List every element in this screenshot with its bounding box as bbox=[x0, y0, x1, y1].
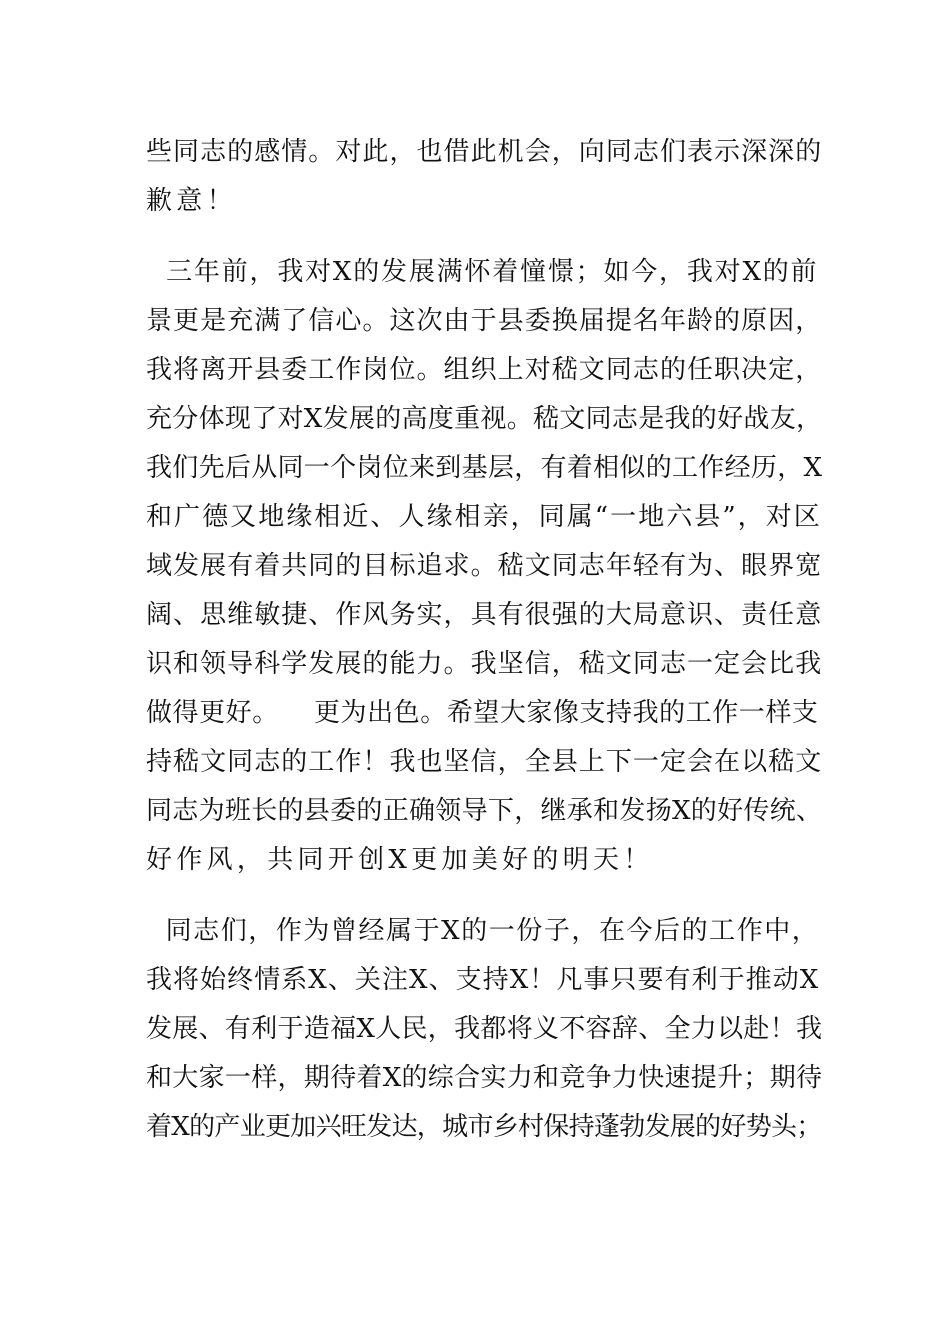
paragraph-2 bbox=[146, 248, 823, 885]
text-line: 些同志的感情。对此，也借此机会，向同志们表示深深的 bbox=[146, 137, 823, 167]
text-line: 发展、有利于造福X人民，我都将义不容辞、全力以赴！我 bbox=[146, 1014, 823, 1044]
text-line: 持嵇文同志的工作！我也坚信，全县上下一定会在以嵇文 bbox=[146, 747, 823, 777]
text-line: 景更是充满了信心。这次由于县委换届提名年龄的原因， bbox=[146, 306, 823, 336]
text-line: 好作风，共同开创X更加美好的明天！ bbox=[146, 845, 654, 875]
text-line: 域发展有着共同的目标追求。嵇文同志年轻有为、眼界宽 bbox=[146, 551, 823, 581]
text-line: 同志们，作为曾经属于X的一份子，在今后的工作中， bbox=[146, 916, 820, 946]
text-line: 着X的产业更加兴旺发达，城市乡村保持蓬勃发展的好势头； bbox=[146, 1112, 822, 1142]
text-line: 和广德又地缘相近、人缘相亲，同属“一地六县”，对区 bbox=[146, 502, 822, 532]
body-text bbox=[146, 128, 823, 1152]
text-line: 充分体现了对X发展的高度重视。嵇文同志是我的好战友， bbox=[146, 404, 823, 434]
text-line: 我将始终情系X、关注X、支持X！凡事只要有利于推动X bbox=[146, 965, 820, 995]
paragraph-3 bbox=[146, 907, 823, 1152]
text-line: 和大家一样，期待着X的综合实力和竞争力快速提升；期待 bbox=[146, 1063, 823, 1093]
text-line: 做得更好。 更为出色。希望大家像支持我的工作一样支 bbox=[146, 698, 819, 728]
text-line: 同志为班长的县委的正确领导下，继承和发扬X的好传统、 bbox=[146, 796, 823, 826]
text-line: 识和领导科学发展的能力。我坚信，嵇文同志一定会比我 bbox=[146, 649, 823, 679]
text-line: 歉意！ bbox=[146, 186, 237, 216]
text-line: 三年前，我对X的发展满怀着憧憬；如今，我对X的前 bbox=[146, 257, 819, 287]
text-line: 我们先后从同一个岗位来到基层，有着相似的工作经历，X bbox=[146, 453, 823, 483]
paragraph-1 bbox=[146, 128, 823, 226]
text-line: 我将离开县委工作岗位。组织上对嵇文同志的任职决定， bbox=[146, 355, 823, 385]
text-line: 阔、思维敏捷、作风务实，具有很强的大局意识、责任意 bbox=[146, 600, 823, 630]
